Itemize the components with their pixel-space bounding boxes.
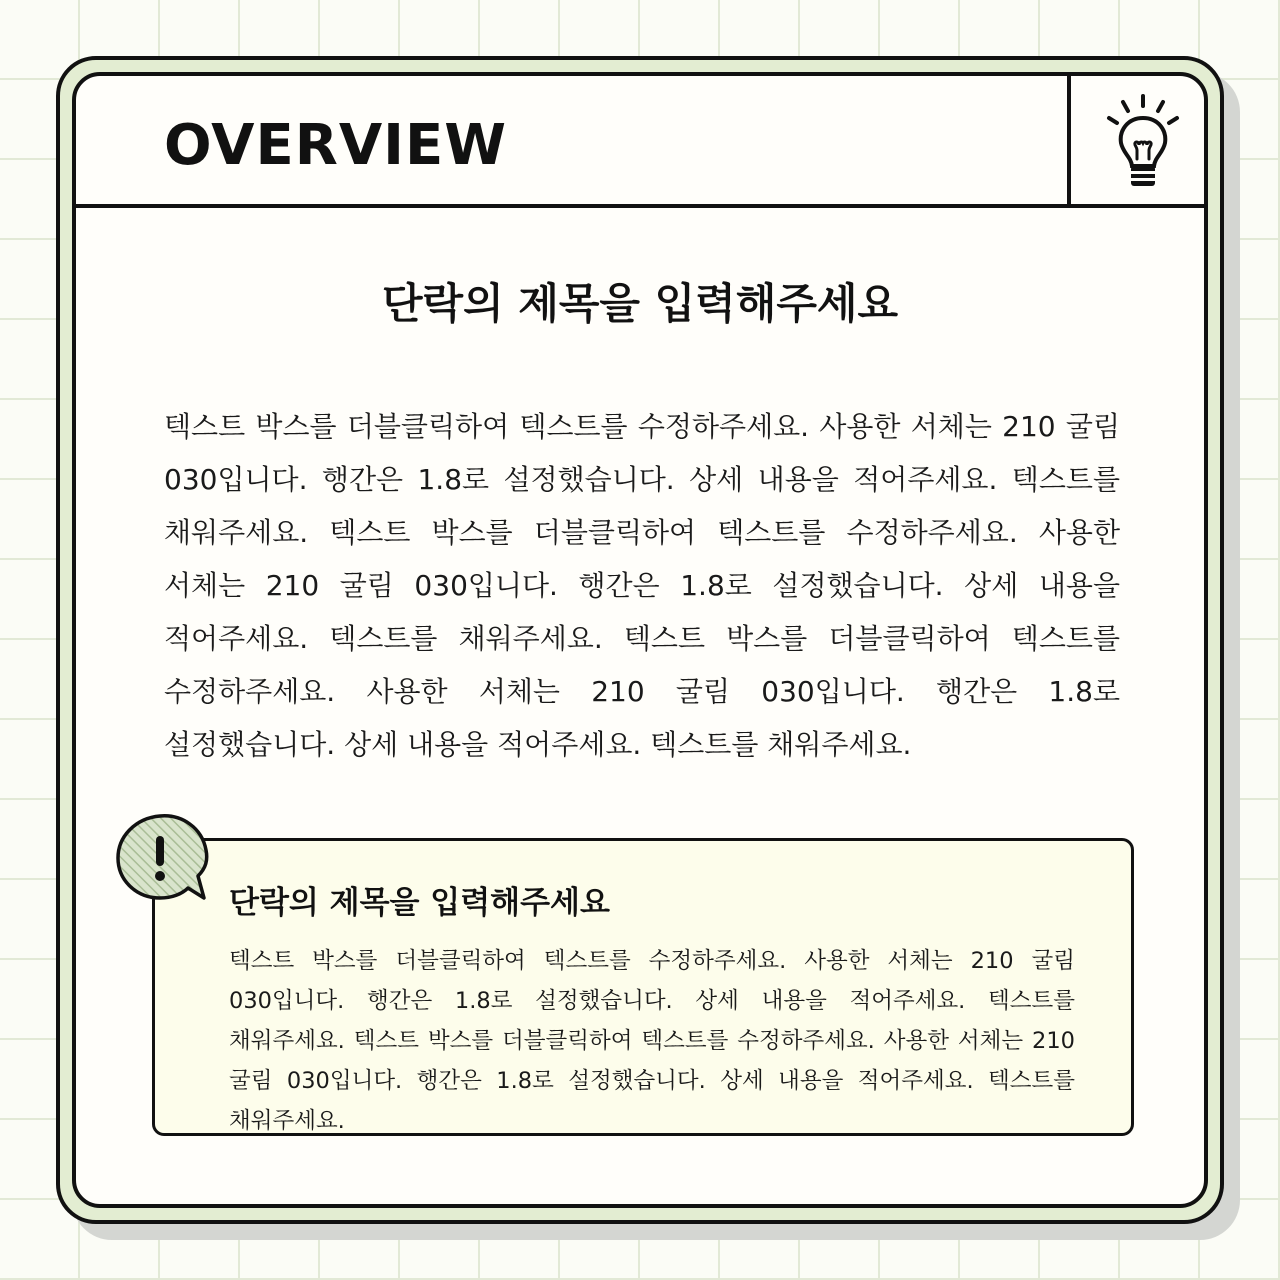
section-body[interactable]: 텍스트 박스를 더블클릭하여 텍스트를 수정하주세요. 사용한 서체는 210 굴림 030입니다. 행간은 1.8로 설정했습니다. 상세 내용을 적어주세요. 텍스트를 채워주세요. 텍스트 박스를 더블클릭하여 텍스트를 수정하주세요. 사용한 서체는 210 굴림 030입니다. 행간은 1.8로 설정했습니다. 상세 내용을 적어주세요. 텍스트를 채워주세요. 텍스트 박스를 더블클릭하여 텍스트를 수정하주세요. 사용한 서체는 210 굴림 030입니다. 행간은 1.8로 설정했습니다. 상세 내용을 적어주세요. 텍스트를 채워주세요. xyxy=(164,410,1120,761)
exclamation-bubble-icon xyxy=(112,810,212,906)
header-divider-vertical xyxy=(1067,76,1071,206)
page-title: OVERVIEW xyxy=(164,113,508,178)
section-title: 단락의 제목을 입력해주세요 xyxy=(381,279,899,328)
note-title: 단락의 제목을 입력해주세요 xyxy=(229,885,610,921)
note-body[interactable]: 텍스트 박스를 더블클릭하여 텍스트를 수정하주세요. 사용한 서체는 210 굴림 030입니다. 행간은 1.8로 설정했습니다. 상세 내용을 적어주세요. 텍스트를 채워주세요. 텍스트 박스를 더블클릭하여 텍스트를 수정하주세요. 사용한 서체는 210 굴림 030입니다. 행간은 1.8로 설정했습니다. 상세 내용을 적어주세요. 텍스트를 채워주세요. xyxy=(229,948,1075,1134)
header-divider xyxy=(76,204,1204,208)
lightbulb-icon xyxy=(1103,92,1183,192)
note-box xyxy=(152,838,1134,1136)
